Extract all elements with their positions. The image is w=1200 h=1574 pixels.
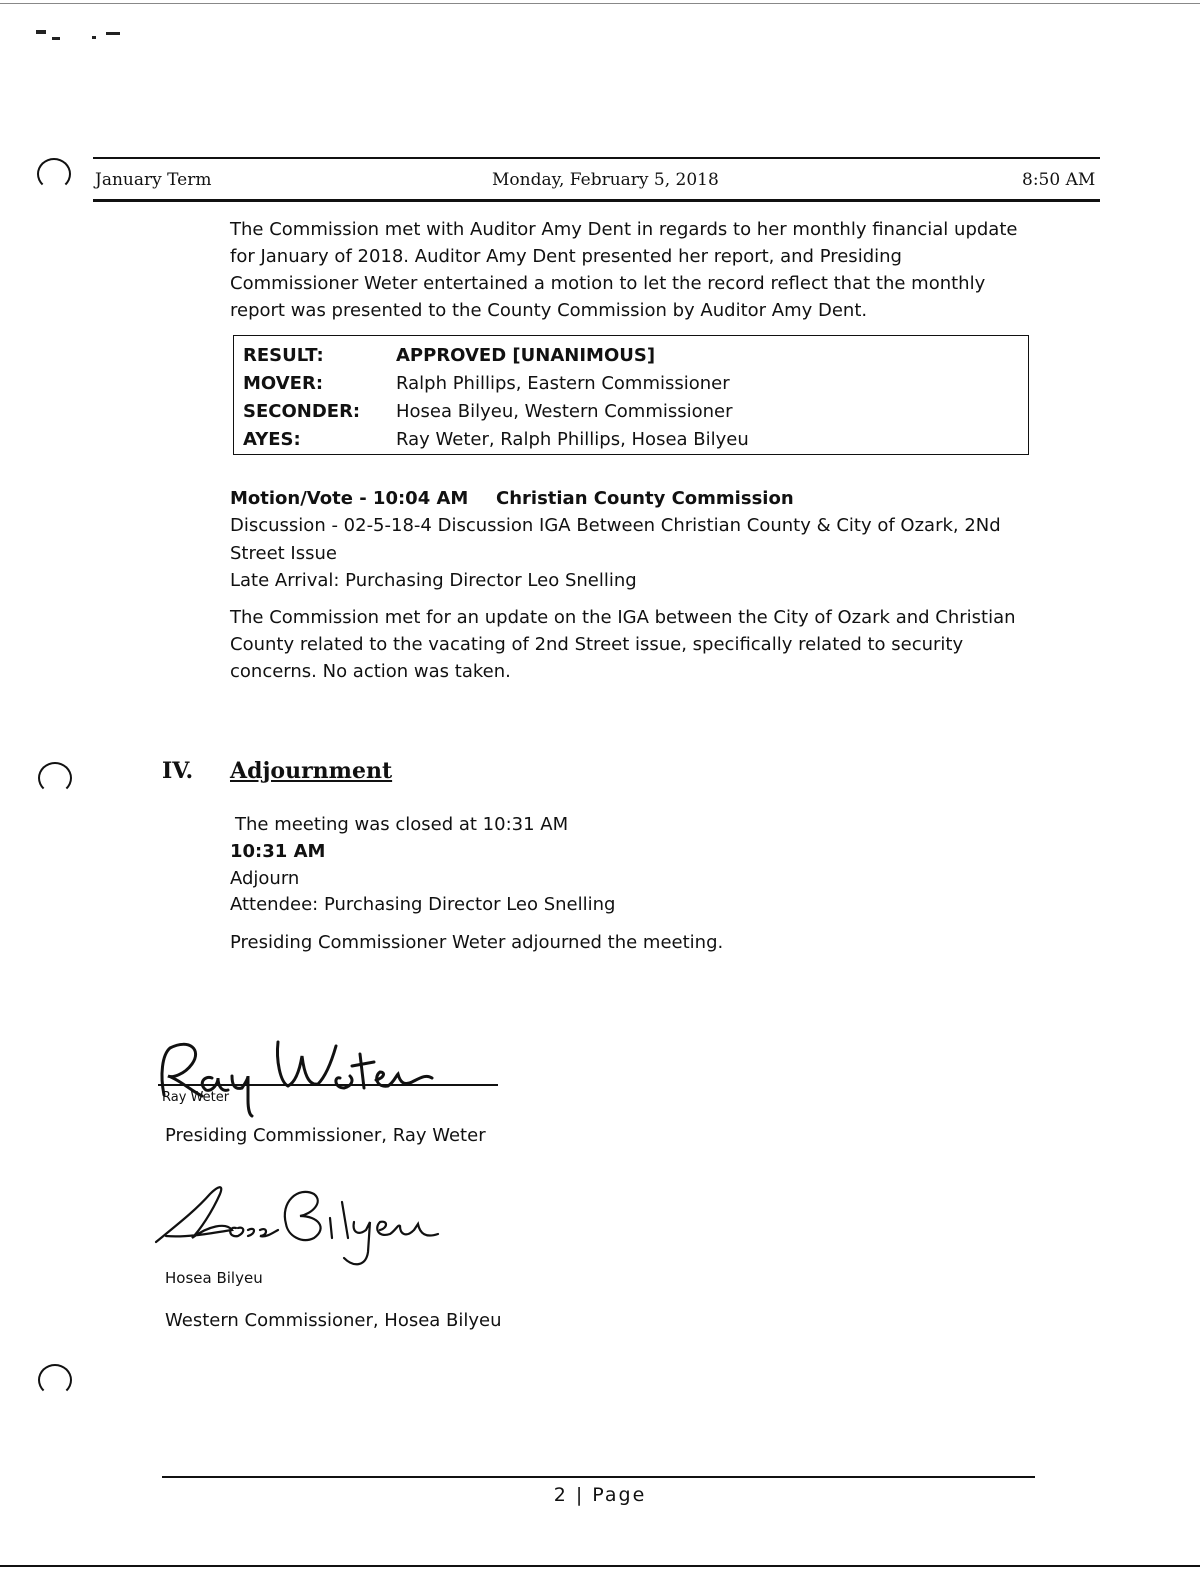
text-line: concerns. No action was taken. [230,661,511,682]
signature-name-small: Hosea Bilyeu [165,1269,263,1287]
header-date: Monday, February 5, 2018 [492,170,719,190]
vote-label: MOVER: [243,373,324,394]
adjourn-action: Adjourn [230,868,300,889]
vote-row [243,370,996,398]
signature-line [158,1084,498,1086]
scan-speck [52,37,60,40]
attendee: Attendee: Purchasing Director Leo Snelling [230,894,616,915]
text-line: The Commission met with Auditor Amy Dent in regards to her monthly financial update [230,219,1018,240]
meeting-closed: The meeting was closed at 10:31 AM [235,814,569,835]
header-time: 8:50 AM [1022,170,1096,190]
text-line: The Commission met for an update on the IGA between the City of Ozark and Christian [230,607,1016,628]
vote-label: AYES: [243,429,301,450]
signature-hosea-bilyeu [148,1172,448,1272]
auditor-report-paragraph [230,216,1030,324]
vote-value: Ralph Phillips, Eastern Commissioner [396,373,730,394]
section-number: IV. [162,758,194,784]
signature-ray-weter [150,1020,450,1120]
scan-speck [36,30,46,34]
vote-table [243,342,996,454]
discussion-line: Street Issue [230,543,337,564]
punch-hole [37,158,71,190]
footer-rule [162,1476,1035,1478]
signature-title: Western Commissioner, Hosea Bilyeu [165,1310,502,1331]
header-bottom-rule [93,199,1100,202]
motion-vote-body: Christian County Commission [496,488,794,509]
iga-update-paragraph [230,604,1030,685]
vote-row [243,426,996,454]
vote-label: SECONDER: [243,401,361,422]
signature-name-small: Ray Weter [162,1090,230,1105]
motion-vote-label: Motion/Vote - 10:04 AM [230,488,469,509]
text-line: report was presented to the County Commission by Auditor Amy Dent. [230,300,868,321]
vote-value: APPROVED [UNANIMOUS] [396,345,656,366]
vote-label: RESULT: [243,345,324,366]
vote-result-box [233,335,1029,455]
discussion-line: Discussion - 02-5-18-4 Discussion IGA Between Christian County & City of Ozark, 2Nd [230,515,1001,536]
header-top-rule [93,157,1100,159]
vote-value: Hosea Bilyeu, Western Commissioner [396,401,733,422]
scan-speck [106,32,120,35]
adjourn-time: 10:31 AM [230,841,326,862]
punch-hole [38,1364,72,1396]
scan-top-edge [0,3,1200,4]
page-number: 2 | Page [553,1484,647,1506]
vote-row [243,398,996,426]
section-title: Adjournment [230,758,393,784]
punch-hole [38,762,72,794]
scan-bottom-edge [0,1565,1200,1567]
vote-row [243,342,996,370]
scan-speck [92,36,96,39]
text-line: County related to the vacating of 2nd Street issue, specifically related to security [230,634,964,655]
late-arrival: Late Arrival: Purchasing Director Leo Snelling [230,570,637,591]
header-term: January Term [95,170,212,190]
signature-title: Presiding Commissioner, Ray Weter [165,1125,486,1146]
vote-value: Ray Weter, Ralph Phillips, Hosea Bilyeu [396,429,749,450]
adjourn-statement: Presiding Commissioner Weter adjourned the meeting. [230,932,724,953]
text-line: Commissioner Weter entertained a motion to let the record reflect that the monthly [230,273,986,294]
text-line: for January of 2018. Auditor Amy Dent presented her report, and Presiding [230,246,902,267]
